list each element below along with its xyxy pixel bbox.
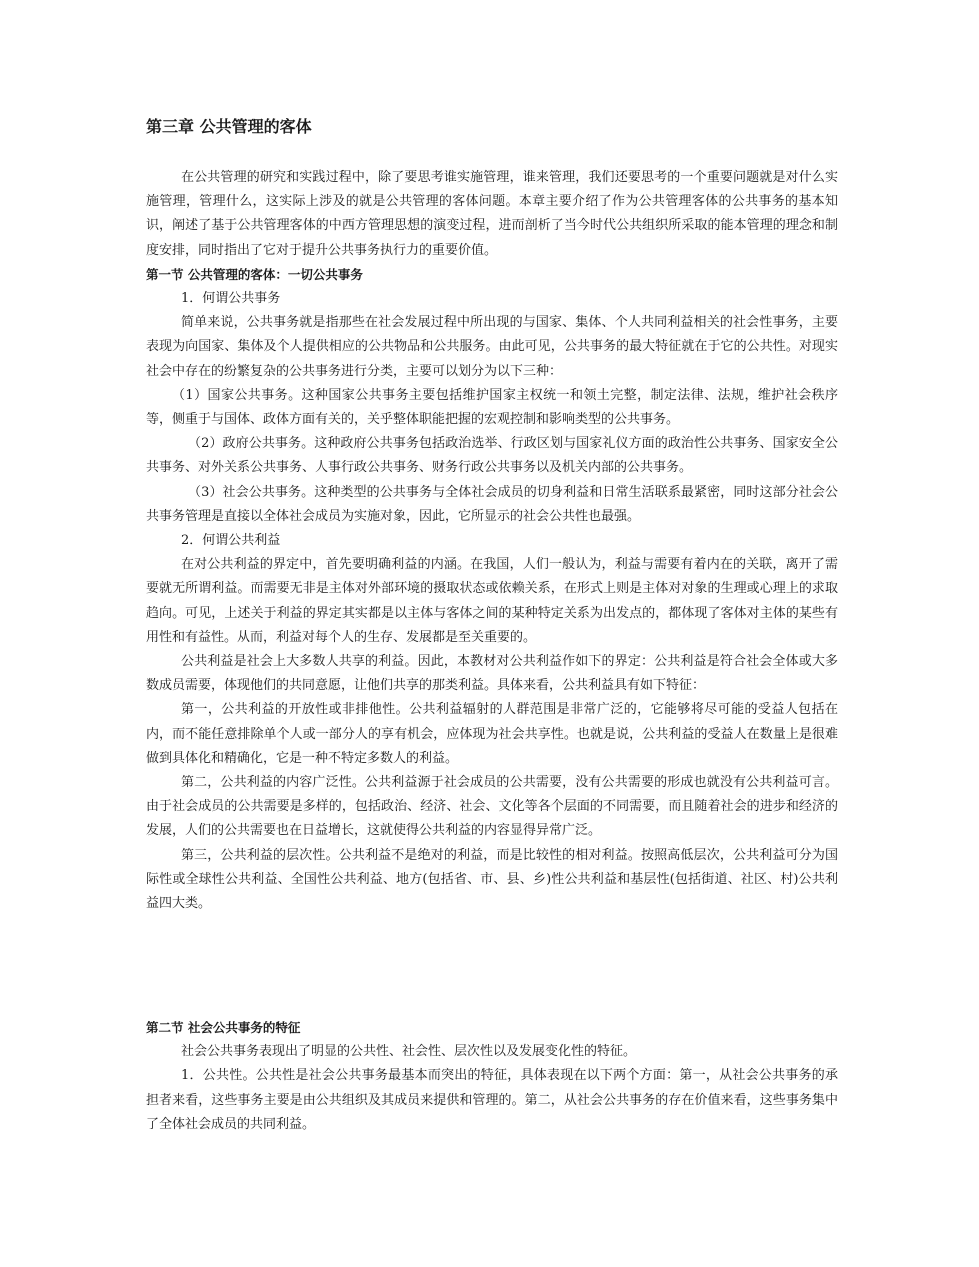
publicness-paragraph: 1．公共性。公共性是社会公共事务最基本而突出的特征，具体表现在以下两个方面：第一，从社会公共事务的承担者来看，这些事务主要是由公共组织及其成员来提供和管理的。第二，从社会公共事务的存在价值来看，这些事务集中了全体社会成员的共同利益。 [146, 1068, 838, 1132]
openness-paragraph: 第一，公共利益的开放性或非排他性。公共利益辐射的人群范围是非常广泛的，它能够将尽可能的受益人包括在内，而不能任意排除单个人或一部分人的享有机会，应体现为社会共享性。也就是说，公共利益的受益人在数量上是很难做到具体化和精确化，它是一种不特定多数人的利益。 [146, 702, 838, 766]
social-public-affairs-paragraph: （3）社会公共事务。这种类型的公共事务与全体社会成员的切身利益和日常生活联系最紧密，同时这部分社会公共事务管理是直接以全体社会成员为实施对象，因此，它所显示的社会公共性也最强。 [146, 484, 838, 524]
section-two-block [146, 1016, 838, 1137]
item-one-heading: 1．何谓公共事务 [181, 291, 281, 307]
public-affairs-definition-paragraph: 简单来说，公共事务就是指那些在社会发展过程中所出现的与国家、集体、个人共同利益相关的社会性事务，主要表现为向国家、集体及个人提供相应的公共物品和公共服务。由此可见，公共事务的最大特征就在于它的公共性。对现实社会中存在的纷繁复杂的公共事务进行分类，主要可以划分为以下三种： [146, 315, 838, 379]
section-one-block [146, 166, 838, 916]
section-two-intro-paragraph: 社会公共事务表现出了明显的公共性、社会性、层次性以及发展变化性的特征。 [181, 1044, 637, 1060]
section-two-heading: 第二节 社会公共事务的特征 [146, 1020, 301, 1035]
government-public-affairs-paragraph: （2）政府公共事务。这种政府公共事务包括政治选举、行政区划与国家礼仪方面的政治性公共事务、国家安全公共事务、对外关系公共事务、人事行政公共事务、财务行政公共事务以及机关内部的公共事务。 [146, 436, 838, 476]
chapter-title: 第三章 公共管理的客体 [146, 117, 312, 136]
hierarchy-paragraph: 第三，公共利益的层次性。公共利益不是绝对的利益，而是比较性的相对利益。按照高低层次，公共利益可分为国际性或全球性公共利益、全国性公共利益、地方(包括省、市、县、乡)性公共利益和基层性(包括街道、社区、村)公共利益四大类。 [146, 847, 838, 912]
state-public-affairs-paragraph: （1）国家公共事务。这种国家公共事务主要包括维护国家主权统一和领土完整，制定法律、法规，维护社会秩序等，侧重于与国体、政体方面有关的，关乎整体职能把握的宏观控制和影响类型的公共事务。 [146, 387, 838, 428]
item-two-heading: 2．何谓公共利益 [181, 533, 281, 549]
interest-definition-paragraph: 在对公共利益的界定中，首先要明确利益的内涵。在我国，人们一般认为，利益与需要有着内在的关联，离开了需要就无所谓利益。而需要无非是主体对外部环境的摄取状态或依赖关系，在形式上则是主体对对象的生理或心理上的求取趋向。可见，上述关于利益的界定其实都是以主体与客体之间的某种特定关系为出发点的，都体现了客体对主体的某些有用性和有益性。从而，利益对每个人的生存、发展都是至关重要的。 [146, 557, 838, 645]
section-one-heading: 第一节 公共管理的客体：一切公共事务 [146, 266, 363, 282]
breadth-paragraph: 第二，公共利益的内容广泛性。公共利益源于社会成员的公共需要，没有公共需要的形成也就没有公共利益可言。由于社会成员的公共需要是多样的，包括政治、经济、社会、文化等各个层面的不同需要，而且随着社会的进步和经济的发展，人们的公共需要也在日益增长，这就使得公共利益的内容显得异常广泛。 [146, 775, 838, 839]
chapter-intro-paragraph: 在公共管理的研究和实践过程中，除了要思考谁实施管理，谁来管理，我们还要思考的一个重要问题就是对什么实施管理，管理什么，这实际上涉及的就是公共管理的客体问题。本章主要介绍了作为公共管理客体的公共事务的基本知识，阐述了基于公共管理客体的中西方管理思想的演变过程，进而剖析了当今时代公共组织所采取的能本管理的理念和制度安排，同时指出了它对于提升公共事务执行力的重要价值。 [146, 170, 838, 258]
public-interest-definition-paragraph: 公共利益是社会上大多数人共享的利益。因此，本教材对公共利益作如下的界定：公共利益是符合社会全体或大多数成员需要，体现他们的共同意愿，让他们共享的那类利益。具体来看，公共利益具有如下特征： [146, 654, 838, 694]
